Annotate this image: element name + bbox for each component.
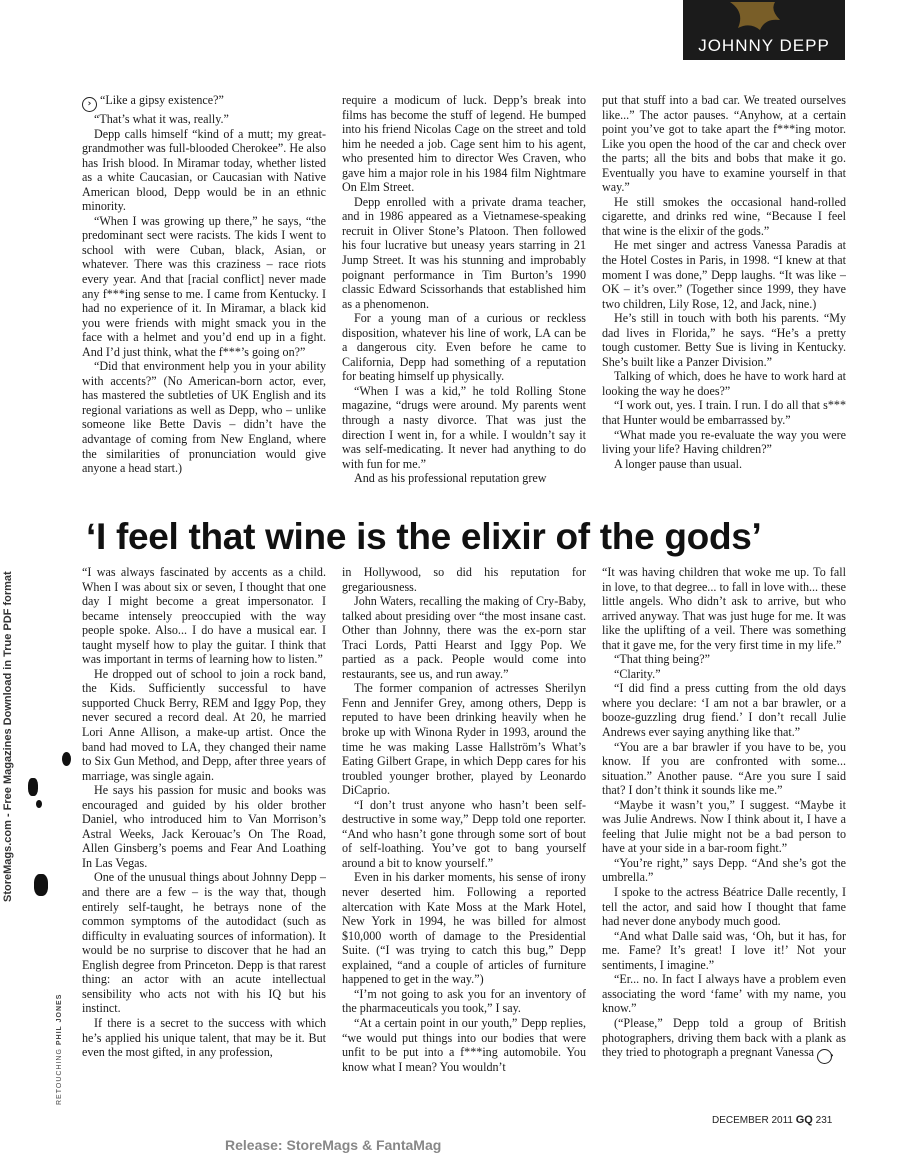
paragraph: If there is a secret to the success with which he’s applied his unique talent, that may be it. But even the most gifted, in any profession,: [82, 1015, 326, 1060]
top-column-3: [602, 93, 846, 508]
paragraph: John Waters, recalling the making of Cry-Baby, talked about presiding over “the most insane cast. Other than Johnny, there was the ex-porn star Traci Lords, Patti Hearst and Iggy Pop. We partied as a pack. People would come into restaurants, see us, and run away.”: [342, 594, 586, 681]
paragraph: He dropped out of school to join a rock band, the Kids. Sufficiently successful to have supported Chuck Berry, REM and Iggy Pop, they never secured a record deal. At 20, he married Lori Anne Allison, a make-up artist. Once the band had moved to LA, they changed their name to Six Gun Method, and Depp, after three years of marriage, was single again.: [82, 666, 326, 783]
retouching-credit: [56, 994, 63, 1105]
page-folio: [712, 1114, 832, 1126]
bottom-column-3: [602, 565, 846, 1090]
paragraph: put that stuff into a bad car. We treated ourselves like...” The actor pauses. “Anyhow, at a certain point you’ve got to take apart the f***ing motor. Like you open the hood of the car and check over the parts; all the bits and bobs that make it go. Eventually you have to examine yourself in that way.”: [602, 93, 846, 195]
paragraph: “You’re right,” says Depp. “And she’s got the umbrella.”: [602, 855, 846, 885]
paragraph: Depp calls himself “kind of a mutt; my great-grandmother was full-blooded Cherokee”. He also has Irish blood. In Miramar today, whether listed as a white Caucasian, or Caucasian with Native American blood, Depp would be in an ethnic minority.: [82, 126, 326, 214]
paragraph: “I’m not going to ask you for an inventory of the pharmaceuticals you took,” I say.: [342, 986, 586, 1016]
paragraph: He still smokes the occasional hand-rolled cigarette, and drinks red wine, “Because I feel that wine is the elixir of the gods.”: [602, 194, 846, 238]
top-column-2: [342, 93, 586, 508]
ink-splatter: [62, 752, 71, 766]
paragraph: “I did find a press cutting from the old days where you declare: ‘I am not a bar brawler, or a booze-guzzling drug fiend.’ I don’t recall Julie Andrews ever saying anything like that.”: [602, 681, 846, 740]
paragraph: “I work out, yes. I train. I run. I do all that s*** that Hunter would be embarrassed by.”: [602, 398, 846, 428]
paragraph: “When I was growing up there,” he says, “the predominant sect were racists. The kids I went to school with were Cuban, black, Asian, or whatever. There was this craziness – race riots every year. And that [racial conflict] never made any f***ing sense to me. I came from Kentucky. I had no experience of it. In Miramar, a black kid you were friends with might smack you in the face with a helmet and you’d end up in a fight. And I’d just think, what the f***’s going on?”: [82, 213, 326, 359]
paragraph: A longer pause than usual.: [614, 456, 742, 471]
paragraph: require a modicum of luck. Depp’s break into films has become the stuff of legend. He bumped into his friend Nicolas Cage on the street and told him he needed a job. Cage sent him to his agent, who presented him to director Wes Craven, who gave him a major role in his 1984 film Nightmare On Elm Street.: [342, 93, 586, 195]
folio-page-number: 231: [815, 1115, 833, 1126]
continued-arrow-icon: ›: [817, 1049, 832, 1064]
paragraph: I spoke to the actress Béatrice Dalle recently, I tell the actor, and said how I thought that fame had never done anybody much good.: [602, 885, 846, 929]
retouching-label: RETOUCHING: [56, 1048, 63, 1105]
paragraph: Depp enrolled with a private drama teacher, and in 1986 appeared as a Vietnamese-speaking recruit in Oliver Stone’s Platoon. Then followed his four lucrative but uneasy years starring in 21 Jump Street. It was his stunning and improbably poignant performance in Tim Burton’s 1990 classic Edward Scissorhands that established him as a phenomenon.: [342, 194, 586, 311]
paragraph: “At a certain point in our youth,” Depp replies, “we would put things into our bodies that were unfit to be put into a f***ing automobile. You know what I mean? You wouldn’t: [342, 1015, 586, 1074]
paragraph: in Hollywood, so did his reputation for gregariousness.: [342, 565, 586, 594]
paragraph: “And what Dalle said was, ‘Oh, but it has, for me. Fame? It’s great! I love it!’ Not your sentiments, I imagine.”: [602, 928, 846, 972]
ink-splatter: [34, 874, 48, 896]
paragraph: He’s still in touch with both his parents. “My dad lives in Florida,” he says. “He’s a pretty tough customer. Betty Sue is living in Kentucky. She’s built like a Panzer Division.”: [602, 311, 846, 369]
paragraph: “It was having children that woke me up. To fall in love, to that degree... to fall in love with... these little angels. Who didn’t ask to arrive, but who arrived anyway. That was just huge for me. It was like the uplifting of a veil. There was something that it gave me, for the very first time in my life.”: [602, 565, 846, 652]
paragraph: “I don’t trust anyone who hasn’t been self-destructive in some way,” Depp told one reporter. “And who hasn’t gone through some sort of bout of self-loathing. You’ve got to bang yourself around a bit to know yourself.”: [342, 797, 586, 870]
ink-splatter: [36, 800, 42, 808]
paragraph: The former companion of actresses Sherilyn Fenn and Jennifer Grey, among others, Depp is reputed to have been drinking heavily when he broke up with Winona Ryder in 1993, around the time he was making Lasse Hallström’s What’s Eating Gilbert Grape, in which Depp cares for his troubled younger brother, played by Leonardo DiCaprio.: [342, 681, 586, 798]
folio-magazine: GQ: [795, 1114, 813, 1126]
paragraph: He met singer and actress Vanessa Paradis at the Hotel Costes in Paris, in 1998. “I knew at that moment I was done,” Depp laughs. “It was like – OK – it’s over.” (Together since 1999, they have two children, Lily Rose, 12, and Jack, nine.): [602, 238, 846, 311]
paragraph: “Maybe it wasn’t you,” I suggest. “Maybe it was Julie Andrews. Now I think about it, I have a feeling that Julie might not be a bad person to have at your side in a bar-room fight.”: [602, 797, 846, 856]
retouching-name: PHIL JONES: [56, 993, 63, 1046]
ink-splatter: [28, 778, 38, 796]
paragraph: He says his passion for music and books was encouraged and guided by his older brother Daniel, who introduced him to Van Morrison’s Astral Weeks, Jack Kerouac’s On The Road, Allen Ginsberg’s poems and Fear And Loathing In Las Vegas.: [82, 783, 326, 870]
paragraph: “That’s what it was, really.”: [94, 112, 229, 126]
paragraph: “Er... no. In fact I always have a problem even associating the word ‘fame’ with my name, you know.”: [602, 972, 846, 1016]
paragraph: “When I was a kid,” he told Rolling Stone magazine, “drugs were around. My parents went through a nasty divorce. That was just the direction I went in, for a while. I wouldn’t say it was self-medicating. It never had anything to do with fun for me.”: [342, 383, 586, 471]
paragraph: And as his professional reputation grew: [354, 471, 547, 486]
paragraph: “You are a bar brawler if you have to be, you know. If you are confronted with some... situation.” Another pause. “Are you sure I said that? I don’t think it sounds like me.”: [602, 739, 846, 798]
release-credit: Release: StoreMags & FantaMag: [225, 1137, 442, 1153]
section-tag: JOHNNY DEPP: [683, 0, 845, 60]
paragraph: Even in his darker moments, his sense of irony never deserted him. Following a reported altercation with Kate Moss at the Mark Hotel, New York in 1994, he was billed for almost $10,000 worth of damage to the Presidential Suite. (“I was trying to catch this bug,” Depp explained, “and a couple of articles of furniture happened to get in the way.”): [342, 870, 586, 987]
paragraph-text: “Like a gipsy existence?”: [100, 93, 224, 107]
paragraph: [82, 93, 326, 112]
paragraph: “What made you re-evaluate the way you were living your life? Having children?”: [602, 427, 846, 457]
paragraph: For a young man of a curious or reckless disposition, whatever his line of work, LA can be a dangerous city. Even before he came to California, Depp had something of a reputation for beating himself up physically.: [342, 311, 586, 384]
paragraph: “Did that environment help you in your ability with accents?” (No American-born actor, ever, has mastered the subtleties of UK English and its regional variations as well as Depp, who – unlike someone like Bette Davis – didn’t have the advantage of coming from New England, where the similarities of pronunciation would give anyone a head start.): [82, 359, 326, 476]
bottom-column-2: [342, 565, 586, 1090]
paragraph: (“Please,” Depp told a group of British photographers, driving them back with a plank as they tried to photograph a pregnant Vanessa ›: [602, 1016, 846, 1064]
pull-quote: ‘I feel that wine is the elixir of the gods’: [86, 516, 762, 557]
wine-splash-decoration: [720, 0, 790, 45]
side-watermark-credit: StoreMags.com - Free Magazines Download in True PDF format: [2, 571, 14, 902]
bottom-column-1: [82, 565, 326, 1090]
continued-arrow-icon: ›: [82, 97, 97, 112]
folio-date: DECEMBER 2011: [712, 1115, 793, 1126]
paragraph: Talking of which, does he have to work hard at looking the way he does?”: [602, 369, 846, 398]
paragraph: “That thing being?”: [614, 652, 711, 667]
top-column-1: [82, 93, 326, 508]
paragraph: “Clarity.”: [614, 666, 661, 681]
wine-splash-icon: [720, 0, 790, 40]
paragraph: One of the unusual things about Johnny Depp – and there are a few – is the way that, though entirely self-taught, he betrays none of the common symptoms of the autodidact (such as difficulty in evaluating sources of information). It would be no surprise to discover that he had an English degree from Princeton. Depp is that rarest thing: an actor with an acute intellectual sensibility who acts not with his IQ but his instinct.: [82, 870, 326, 1016]
paragraph: “I was always fascinated by accents as a child. When I was about six or seven, I thought that one day I might become a great impersonator. I became intensely preoccupied with the way people spoke. Also... I do have a musical ear. I taught myself how to play the guitar. I think that was important in terms of learning how to listen.”: [82, 565, 326, 667]
